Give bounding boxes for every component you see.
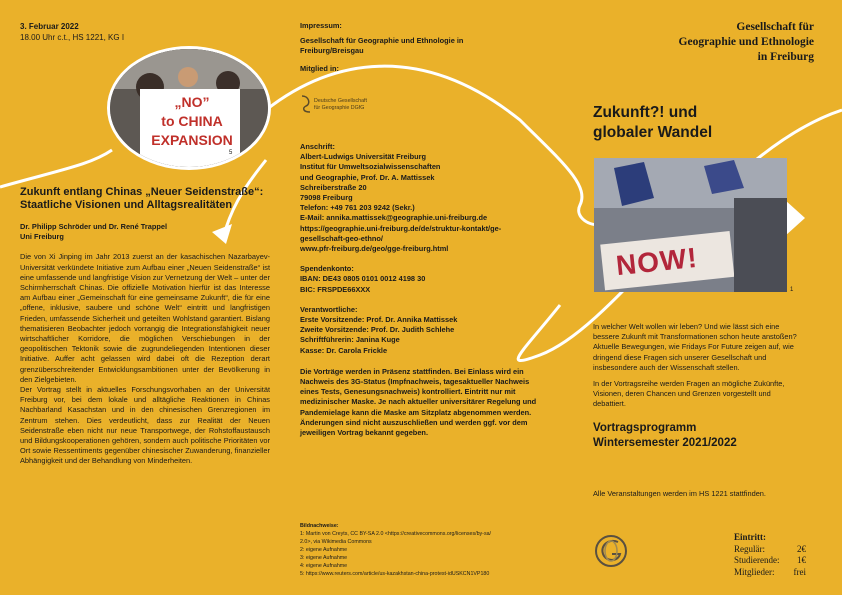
climate-protest-photo [594,158,787,292]
lecture-speakers: Dr. Philipp Schröder und Dr. René Trappel [20,222,168,231]
lecture-title: Zukunft entlang Chinas „Neuer Seidenstraße“: Staatliche Visionen und Alltagsrealitäten [20,186,264,211]
address-line: Institut für Umweltsozialwissenschaften [300,162,441,172]
sign-line-2: to CHINA [161,113,223,129]
org-line-1: Gesellschaft für [736,21,814,33]
lecture-abstract: Die von Xi Jinping im Jahr 2013 zuerst an der kasachischen Nazarbayev-Universität verkündete Initiative zum Aufbau einer „Neuen Seidenstraße“ ist eine umfassende und langfristige Vision zur Vernetzung der Welt – unter der Schirmherrschaft Chinas. Die offizielle Motivation hierfür ist das Interesse am Aufbau einer „Gemeinschaft für eine gemeinsame Zukunft“, die für eine „offene, inklusive, saubere und schöne Welt“ eintritt und langfristigen Frieden, umfassende Sicherheit und geteilten Wohlstand garantiert. Bislang thematisieren Beobachter jedoch vorrangig die Integrationsfähigkeit neuer wirtschaftlicher Korridore, die möglichen Verschiebungen in der geopolitischen Tektonik sowie die zugrundeliegenden Intentionen dieser Initiative. Auffer acht gelassen wird dabei oft die Rezeption derart grenzüberschreitender Entwicklungsambitionen unter der Bevölkerung in den Zielgebieten. [20,252,270,384]
fee-label: Mitglieder: [734,566,775,577]
credit-line: 1: Martin von Creyts, CC BY-SA 2.0 <https://creativecommons.org/licenses/by-sa/ [300,531,492,537]
impressum-heading: Impressum: [300,21,342,30]
address-line: Schreiberstraße 20 [300,182,367,192]
board-line: Schriftführerin: Janina Kuge [300,335,400,345]
fee-row [734,567,806,579]
fee-label: Studierende: [734,555,780,565]
program-heading [593,421,823,451]
series-intro [593,322,805,410]
lecture-affiliation: Uni Freiburg [20,232,64,242]
dgfg-line-1: Deutsche Gesellschaft [314,98,367,104]
address-heading: Anschrift: [300,142,335,151]
dgfg-mark-icon [300,94,312,114]
fee-value: 1€ [797,555,806,565]
board-line: Kasse: Dr. Carola Frickle [300,345,388,355]
photo2-ref: 1 [790,287,794,293]
fee-row [734,555,806,567]
series-title-line-1: Zukunft?! und [593,104,698,121]
email-link[interactable]: E-Mail: annika.mattissek@geographie.uni-freiburg.de [300,213,488,223]
website-link-2[interactable]: www.pfr-freiburg.de/geo/gge-freiburg.html [300,244,449,254]
credit-line: 2: eigene Aufnahme [300,547,348,553]
program-note: Alle Veranstaltungen werden im HS 1221 stattfinden. [593,489,766,498]
credit-line: 2.0>, via Wikimedia Commons [300,539,372,545]
bank-heading: Spendenkonto: [300,264,354,274]
sign-line-3: EXPANSION [151,132,233,148]
series-title-line-2: globaler Wandel [593,124,713,141]
admission-fees [734,532,806,578]
intro-text-2: In der Vortragsreihe werden Fragen an mögliche Zukünfte, Visionen, deren Chancen und Grenzen vorgestellt und debattiert. [593,379,785,409]
bic: BIC: FRSPDE66XXX [300,284,371,294]
credit-line: 4: eigene Aufnahme [300,563,348,569]
dgfg-line-2: für Geographie DGfG [314,104,365,111]
fee-row [734,544,806,556]
address-line: 79098 Freiburg [300,193,353,203]
credits-block [300,522,545,578]
fee-value: 2€ [797,543,806,554]
board-heading: Verantwortliche: [300,304,358,314]
credit-line: 5: https://www.reuters.com/article/us-kazakhstan-china-protest-idUSKCN1VP180 [300,571,490,577]
protest-photo-kazakhstan [107,46,271,170]
lecture-block [20,186,270,467]
board-line: Zweite Vorsitzende: Prof. Dr. Judith Schlehe [300,325,455,335]
event-time-place: 18.00 Uhr c.t., HS 1221, KG I [20,33,125,42]
impressum-text: Gesellschaft für Geographie und Ethnologie in Freiburg/Breisgau [300,36,464,56]
intro-text: In welcher Welt wollen wir leben? Und wie lässt sich eine bessere Zukunft mit Transformationen schon heute anstoßen? Aktuelle Bewegungen, wie Fridays For Future zeigen auf, wie dringend diese Fragen sich unserer Gesellschaft und insbesondere auch der Wissenschaft stellen. [593,322,797,372]
fee-heading: Eintritt: [734,532,766,542]
address-line: und Geographie, Prof. Dr. A. Mattissek [300,172,435,182]
address-line: Albert-Ludwigs Universität Freiburg [300,152,427,162]
dgfg-logo [300,94,380,116]
organization-name [594,20,814,65]
photo1-ref: 5 [229,150,233,156]
impressum-block [300,21,545,74]
board-line: Erste Vorsitzende: Prof. Dr. Annika Mattissek [300,315,458,325]
event-date-block [20,21,124,43]
iban: IBAN: DE43 0805 0101 0012 4198 30 [300,274,426,284]
program-line-2: Wintersemester 2021/2022 [593,437,737,449]
fee-value: frei [793,566,806,577]
org-line-3: in Freiburg [757,51,814,63]
address-block [300,142,545,438]
credit-line: 3: eigene Aufnahme [300,555,348,561]
credits-heading: Bildnachweise: [300,523,339,529]
lecture-abstract-2: Der Vortrag stellt in aktuelles Forschungsvorhaben an der Universität Freiburg vor, bei dem lokale und alltägliche Reaktionen in Chinas Nachbarland Kasachstan und in den chinesischen Grenzregionen im Zentrum stehen. Dies verdeutlicht, dass zur Realität der Neuen Seidenstraße eben nicht nur neue Transportwege, der Rohstoffaustausch und Bildungskooperationen gehören, sondern auch politische Prioritäten vor Ort sowie Ressentiments gegenüber chinesischer Zuwanderung, finanzieller Abhängigkeit und der Behandlung von Minderheiten. [20,385,270,466]
gge-logo-icon [594,534,628,568]
program-line-1: Vortragsprogramm [593,422,697,434]
org-line-2: Geographie und Ethnologie [678,36,814,48]
fee-label: Regulär: [734,543,765,554]
website-link-cont[interactable]: gesellschaft-geo-ethno/ [300,233,383,243]
series-title [593,103,823,143]
phone: Telefon: +49 761 203 9242 (Sekr.) [300,203,415,213]
website-link[interactable]: https://geographie.uni-freiburg.de/de/struktur-kontakt/ge- [300,223,502,233]
covid-notice: Die Vorträge werden in Präsenz stattfinden. Bei Einlass wird ein Nachweis des 3G-Status (Impfnachweis, tagesaktueller Nachweis eines Tests, Genesungsnachweis) kontrolliert. Eintritt nur mit medizinischer Maske. Je nach aktueller universitärer Regelung und Pandemielage kann die Maske am Sitzplatz abgenommen werden. Änderungen sind nicht auszuschließen und werden ggf. vor dem jeweiligen Vortrag bekannt gegeben. [300,366,537,438]
event-date: 3. Februar 2022 [20,22,79,31]
member-heading: Mitglied in: [300,63,339,73]
sign-line-1: „NO” [174,94,210,110]
banner-text: NOW! [614,241,700,282]
